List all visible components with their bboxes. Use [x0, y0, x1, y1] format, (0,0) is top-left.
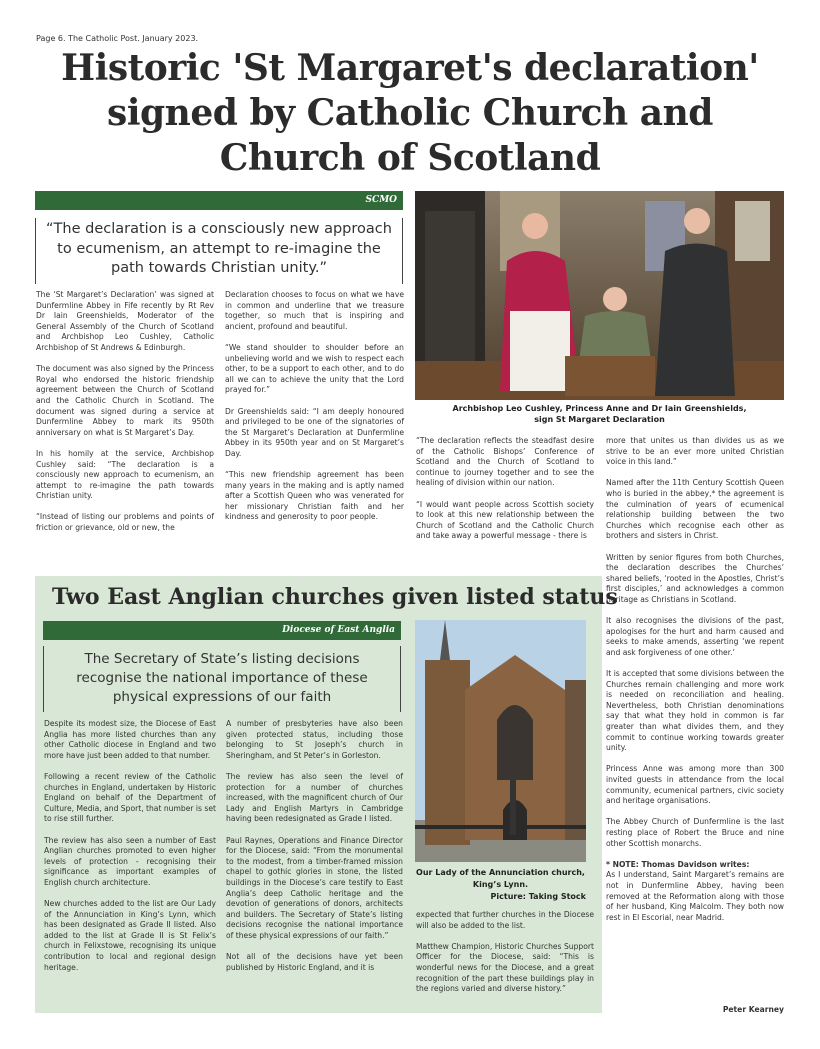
source-bar: Diocese of East Anglia: [43, 621, 401, 640]
article-column-4: [606, 436, 784, 923]
paragraph: The document was also signed by the Princess Royal who endorsed the historic friendship agreement between the Church of Scotland and the Catholic Church in Scotland. The document was signed during a service at Dunfermline Abbey to mark its 950th anniversary on what is St Margaret’s Day.: [36, 364, 214, 437]
paragraph: Not all of the decisions have yet been published by Historic England, and it is: [226, 952, 403, 972]
pull-quote: “The declaration is a consciously new approach to ecumenism, an attempt to re-imagine the path towards Christian unity.”: [35, 218, 403, 284]
paragraph: A number of presbyteries have also been given protected status, including those belonging to St Joseph’s church in Sheringham, and St Peter’s in Gorleston.: [226, 719, 403, 760]
paragraph: The review has also seen the level of protection for a number of churches increased, with the magnificent church of Our Lady and English Martyrs in Cambridge having been redesignated as Grade I listed.: [226, 771, 403, 824]
church-photo: [415, 620, 586, 862]
paragraph: “This new friendship agreement has been many years in the making and is aptly named after a Scottish Queen who was venerated for her missionary Christian faith and her kindness and generosity to poor people.: [225, 470, 404, 522]
article-column-2: [225, 290, 404, 523]
byline: Peter Kearney: [722, 1005, 784, 1014]
article-column-3: [416, 910, 594, 995]
article-2-headline: Two East Anglian churches given listed status: [52, 584, 618, 610]
paragraph: It is accepted that some divisions between the Churches remain challenging and more work is needed on reconciliation and healing. Nevertheless, both Christian denominations say that what they hold in common is far greater than what divides them, and they commit to continue working towards greater unity.: [606, 669, 784, 753]
paragraph: The ‘St Margaret’s Declaration’ was signed at Dunfermline Abbey in Fife recently by Rt Rev Dr Iain Greenshields, Moderator of the General Assembly of the Church of Scotland and Archbishop Leo Cushley, Catholic Archbishop of St Andrews & Edinburgh.: [36, 290, 214, 352]
paragraph: Following a recent review of the Catholic churches in England, undertaken by Historic England on behalf of the Department of Culture, Media, and Sport, that number is set to rise still further.: [44, 771, 216, 824]
paragraph: The Abbey Church of Dunfermline is the last resting place of Robert the Bruce and nine other Scottish monarchs.: [606, 817, 784, 848]
headline-line: Church of Scotland: [219, 137, 601, 179]
photo-caption: [415, 867, 586, 903]
article-column-1: [44, 719, 216, 973]
article-column-3: [416, 436, 594, 542]
paragraph: New churches added to the list are Our Lady of the Annunciation in King’s Lynn, which has been designated as Grade II listed. Also added to the list at Grade II is St Felix’s church in Felixstowe, recognising its unique contribution to local and regional design heritage.: [44, 899, 216, 972]
caption-line: Archbishop Leo Cushley, Princess Anne and Dr Iain Greenshields,: [452, 404, 747, 413]
paragraph: Declaration chooses to focus on what we have in common and underline that we treasure together, so much that is inspiring and ancient, profound and beautiful.: [225, 290, 404, 331]
paragraph: In his homily at the service, Archbishop Cushley said: “The declaration is a consciously new approach to ecumenism, an attempt to re-imagine the path towards Christian unity.: [36, 448, 214, 501]
paragraph: “The declaration reflects the steadfast desire of the Catholic Bishops’ Conference of Scotland and the Church of Scotland to continue to journey together and to see the healing of division within our nation.: [416, 436, 594, 488]
headline-line: Historic 'St Margaret's declaration': [61, 47, 759, 89]
caption-line: Our Lady of the Annunciation church,: [416, 868, 585, 877]
paragraph: “I would want people across Scottish society to look at this new relationship between the Church of Scotland and the Catholic Church and take away a powerful message - there is: [416, 499, 594, 541]
declaration-photo: [415, 191, 784, 400]
photo-credit: Picture: Taking Stock: [490, 892, 586, 901]
paragraph: Princess Anne was among more than 300 invited guests in attendance from the local community, ecumenical partners, civic society and heritage organisations.: [606, 764, 784, 806]
paragraph: It also recognises the divisions of the past, apologises for the hurt and harm caused and seeks to make amends, asserting ‘we repent and ask forgiveness of one other.’: [606, 616, 784, 657]
paragraph: more that unites us than divides us as we strive to be an ever more united Christian voice in this land.”: [606, 436, 784, 467]
caption-line: sign St Margaret Declaration: [534, 415, 665, 424]
paragraph: expected that further churches in the Diocese will also be added to the list.: [416, 910, 594, 930]
headline-line: signed by Catholic Church and: [107, 92, 713, 134]
paragraph: Paul Raynes, Operations and Finance Director for the Diocese, said: “From the monumental to the modest, from a timber-framed mission chapel to gothic glories in stone, the listed buildings in the Diocese’s care testify to East Anglia’s deep Catholic heritage and the devotion of generations of donors, architects and builders. The Secretary of State’s listing decisions recognise the national importance of these physical expressions of our faith.”: [226, 835, 403, 940]
caption-line: King’s Lynn.: [472, 880, 529, 889]
paragraph: “Instead of listing our problems and points of friction or grievance, old or new, the: [36, 512, 214, 533]
article-column-2: [226, 719, 403, 973]
paragraph: Named after the 11th Century Scottish Queen who is buried in the abbey,* the agreement is the culmination of years of ecumenical relationship building between the two Churches which recognise each other as brothers and sisters in Christ.: [606, 478, 784, 541]
paragraph: “We stand shoulder to shoulder before an unbelieving world and we wish to respect each other, to be a support to each other, and to do all we can to achieve the unity that the Lord prayed for.”: [225, 342, 404, 395]
paragraph: Dr Greenshields said: “I am deeply honoured and privileged to be one of the signatories of the St Margaret’s Declaration at Dunfermline Abbey in its 950th year and on St Margaret’s Day.: [225, 406, 404, 458]
photo-caption: [415, 403, 784, 425]
paragraph: Written by senior figures from both Churches, the declaration describes the Churches’ shared beliefs, ‘rooted in the Apostles, Christ’s first disciples,’ and acknowledges a common heritage as Christians in Scotland.: [606, 552, 784, 604]
note-title: * NOTE: Thomas Davidson writes:: [606, 859, 750, 869]
paragraph: Despite its modest size, the Diocese of East Anglia has more listed churches than any other Catholic diocese in England and two more have just been added to that number.: [44, 719, 216, 760]
running-head: Page 6. The Catholic Post. January 2023.: [36, 34, 199, 43]
source-bar: SCMO: [35, 191, 403, 210]
pull-quote: The Secretary of State’s listing decisions recognise the national importance of these physical expressions of our faith: [43, 646, 401, 712]
paragraph: Matthew Champion, Historic Churches Support Officer for the Diocese, said: “This is wonderful news for the Diocese, and a great recognition of the part these buildings play in the regions varied and diverse history.”: [416, 941, 594, 994]
note-text: As I understand, Saint Margaret’s remains are not in Dunfermline Abbey, having been removed at the Reformation along with those of her husband, King Malcolm. They both now rest in El Escorial, near Madrid.: [606, 870, 784, 922]
paragraph: The review has also seen a number of East Anglian churches promoted to even higher levels of protection - recognising their significance as important examples of English church architecture.: [44, 835, 216, 887]
headline: [30, 46, 790, 181]
article-column-1: [36, 290, 214, 534]
